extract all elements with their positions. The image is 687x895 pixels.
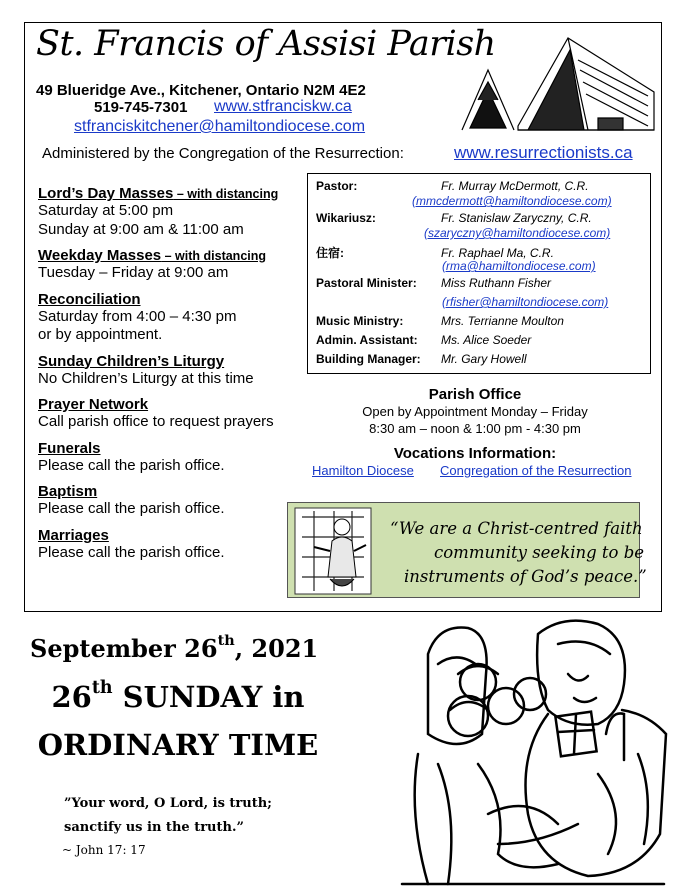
staff-name: Fr. Raphael Ma, C.R. (441, 246, 554, 260)
mission-quote-box (287, 502, 647, 598)
staff-role: Pastoral Minister: (316, 276, 417, 290)
staff-name: Fr. Murray McDermott, C.R. (441, 179, 589, 193)
staff-email-link[interactable]: (rma@hamiltondiocese.com) (442, 259, 596, 273)
staff-role: Music Ministry: (316, 314, 404, 328)
section-suffix: – with distancing (161, 249, 267, 263)
section-baptism (38, 483, 308, 519)
section-line: Call parish office to request prayers (38, 413, 274, 430)
quote-line: community seeking to be (434, 543, 645, 562)
section-heading: Reconciliation (38, 290, 141, 308)
office-hours-line: 8:30 am – noon & 1:00 pm - 4:30 pm (369, 421, 581, 436)
section-line: No Children’s Liturgy at this time (38, 369, 254, 387)
section-heading: Prayer Network (38, 396, 149, 413)
parish-address: 49 Blueridge Ave., Kitchener, Ontario N2M 4E2 (36, 82, 366, 99)
staff-box (307, 173, 651, 374)
section-heading: Lord’s Day Masses (38, 185, 174, 202)
vocations-title: Vocations Information: (393, 445, 557, 462)
verse-line: ”Your word, O Lord, is truth; (64, 796, 272, 811)
staff-email-link[interactable]: (szaryczny@hamiltondiocese.com) (424, 226, 611, 240)
administered-by: Administered by the Congregation of the Resurrection: (42, 145, 404, 162)
email-link[interactable]: stfranciskitchener@hamiltondiocese.com (74, 118, 366, 135)
section-heading: Baptism (38, 483, 98, 500)
staff-role: Building Manager: (316, 352, 421, 366)
staff-role: Pastor: (316, 179, 358, 193)
section-line: Saturday from 4:00 – 4:30 pm (38, 307, 237, 325)
verse-line: sanctify us in the truth.” (64, 820, 244, 835)
jesus-with-disciples-illustration (398, 614, 668, 889)
office-hours-line: Open by Appointment Monday – Friday (362, 404, 588, 419)
section-prayer-network (38, 396, 308, 432)
hamilton-diocese-link[interactable]: Hamilton Diocese (312, 463, 414, 478)
church-illustration (458, 30, 658, 140)
quote-line: instruments of God’s peace.” (404, 567, 647, 586)
section-line: or by appointment. (38, 326, 163, 343)
staff-role: Wikariusz: (316, 211, 376, 225)
section-childrens-liturgy (38, 353, 308, 389)
section-funerals (38, 440, 308, 476)
section-line: Saturday at 5:00 pm (38, 202, 174, 219)
office-title: Parish Office (428, 386, 522, 403)
section-line: Please call the parish office. (38, 456, 225, 474)
staff-name: Miss Ruthann Fisher (441, 276, 552, 290)
quote-line: “We are a Christ-centred faith (390, 519, 643, 538)
section-reconciliation (38, 291, 308, 345)
schedule-column (38, 185, 308, 570)
bulletin-date: September 26th, 2021 (30, 632, 319, 663)
staff-role: 住宿: (316, 246, 344, 260)
section-heading: Funerals (38, 439, 101, 457)
staff-name: Mr. Gary Howell (441, 352, 527, 366)
staff-role: Admin. Assistant: (316, 333, 418, 347)
staff-email-link[interactable]: (rfisher@hamiltondiocese.com) (442, 295, 609, 309)
section-line: Please call the parish office. (38, 500, 225, 517)
section-line: Please call the parish office. (38, 543, 225, 561)
liturgical-title: 26th SUNDAY in (51, 678, 305, 714)
liturgical-title-line2: ORDINARY TIME (37, 728, 319, 762)
section-heading: Sunday Children’s Liturgy (38, 352, 225, 370)
staff-email-link[interactable]: (mmcdermott@hamiltondiocese.com) (412, 194, 612, 208)
website-link[interactable]: www.stfranciskw.ca (214, 98, 352, 115)
section-suffix: – with distancing (173, 187, 279, 201)
section-masses (38, 185, 308, 239)
staff-name: Mrs. Terrianne Moulton (441, 314, 564, 328)
parish-phone: 519-745-7301 (94, 99, 188, 116)
staff-name: Ms. Alice Soeder (441, 333, 532, 347)
congregation-link[interactable]: Congregation of the Resurrection (440, 463, 632, 478)
section-marriages (38, 527, 308, 563)
section-line: Tuesday – Friday at 9:00 am (38, 264, 229, 281)
section-weekday (38, 247, 308, 283)
parish-name: St. Francis of Assisi Parish (36, 24, 496, 64)
verse-citation: ~ John 17: 17 (62, 843, 146, 857)
section-line: Sunday at 9:00 am & 11:00 am (38, 220, 244, 238)
staff-name: Fr. Stanislaw Zaryczny, C.R. (441, 211, 592, 225)
section-heading: Marriages (38, 526, 109, 544)
st-francis-stained-glass-image (294, 507, 372, 595)
resurrectionists-link[interactable]: www.resurrectionists.ca (454, 143, 633, 162)
section-heading: Weekday Masses (38, 247, 162, 264)
